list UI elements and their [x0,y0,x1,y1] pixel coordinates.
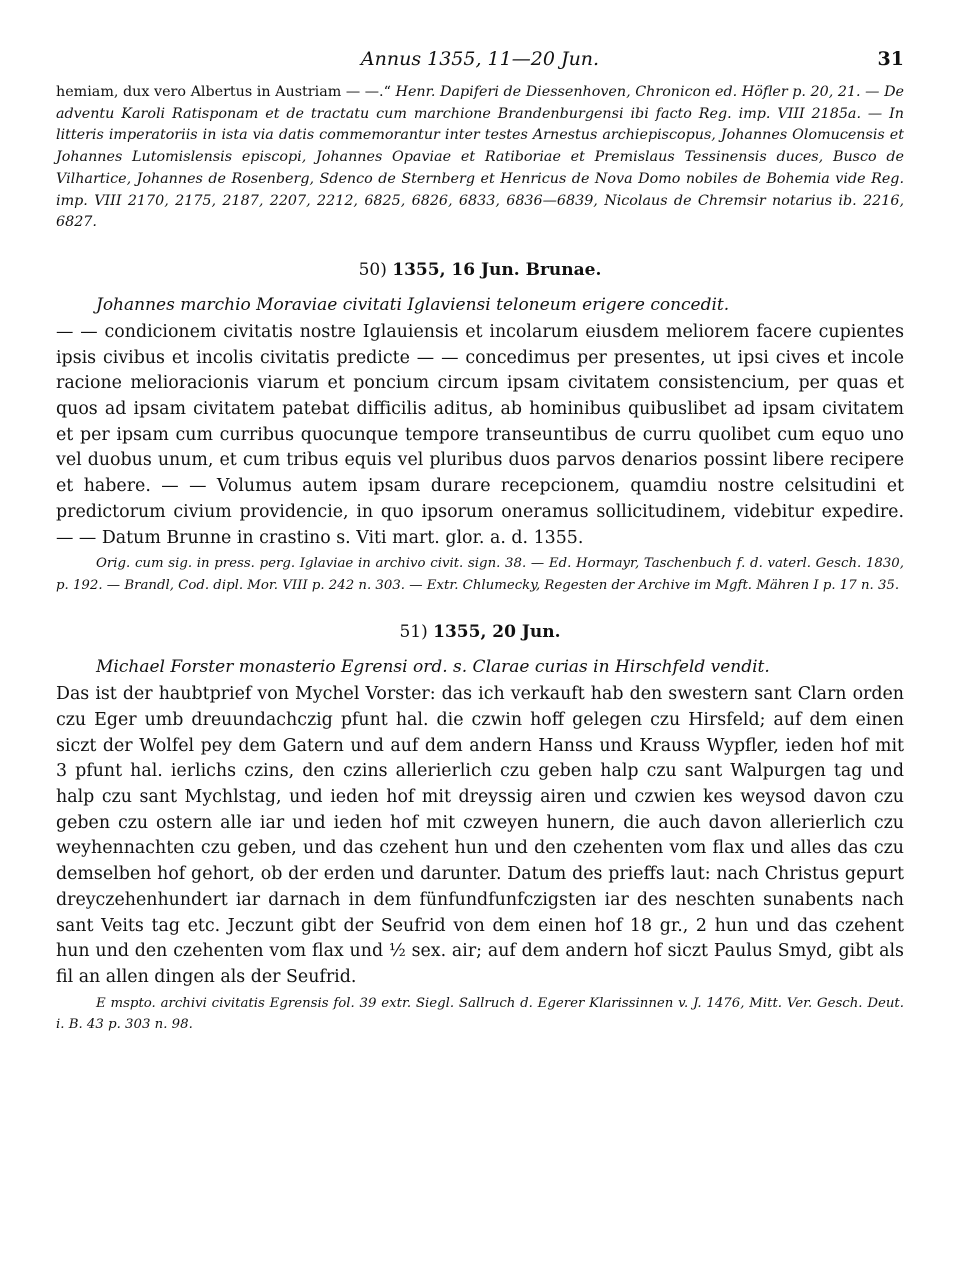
continuation-italic-text: Henr. Dapiferi de Diessenhoven, Chronicon ed. Höfler p. 20, 21. — De adventu Karoli Ratisponam et de tractatu cum marchione Brandenburgensi ibi facto Reg. imp. VIII 2185a. — In litteris imperatoriis in ista via datis commemorantur inter testes Arnestus archiepiscopus, Johannes Olomucensis et Johannes Lutomislensis episcopi, Johannes Opaviae et Ratiboriae et Premislaus Tessinensis duces, Busco de Vilhartice, Johannes de Rosenberg, Sdenco de Sternberg et Henricus de Nova Domo nobiles de Bohemia vide Reg. imp. VIII 2170, 2175, 2187, 2207, 2212, 6825, 6826, 6833, 6836—6839, Nicolaus de Chremsir notarius ib. 2216, 6827. [56,84,904,231]
continuation-note [56,82,904,234]
entry-source: Orig. cum sig. in press. perg. Iglaviae in archivo civit. sign. 38. — Ed. Hormayr, Taschenbuch f. d. vaterl. Gesch. 1830, p. 192. — Brandl, Cod. dipl. Mor. VIII p. 242 n. 303. — Extr. Chlumecky, Regesten der Archive im Mgft. Mähren I p. 17 n. 35. [56,556,904,593]
entry-number: 51) [399,622,428,643]
entry-text: — — condicionem civitatis nostre Iglauiensis et incolarum eiusdem meliorem facere cupientes ipsis civibus et incolis civitatis predicte — — concedimus per presentes, ut ipsi cives et incole racione melioracionis viarum et poncium circum ipsam civitatem consistencium, per quas et quos ad ipsam civitatem patebat difficilis aditus, ab hominibus quibuslibet ad ipsam civitatem et per ipsam cum curribus quocunque tempore transeuntibus de curru quolibet cum equo uno vel duobus unum, et cum tribus equis vel pluribus duos parvos denarios possint libere recipere et habere. — — Volumus autem ipsam durare recepcionem, quamdiu nostre celsitudini et predictorum civium providencie, in quo ipsorum oneramus sollicitudinem, videbitur expedire. — — Datum Brunne in crastino s. Viti mart. glor. a. d. 1355. [56,321,904,548]
entry-date: 1355, 16 Jun. Brunae. [392,259,602,280]
document-page [56,48,904,1036]
entry-summary: Johannes marchio Moraviae civitati Iglaviensi teloneum erigere concedit. [96,294,730,315]
entry-heading [56,622,904,642]
page-header [56,48,904,74]
running-title: Annus 1355, 11—20 Jun. [360,48,600,70]
entry-heading [56,260,904,280]
continuation-upright-text: hemiam, dux vero Albertus in Austriam — —.“ [56,84,396,100]
entry-text: Das ist der haubtprief von Mychel Vorster: das ich verkauft hab den swestern sant Clarn orden czu Eger umb dreuundachczig pfunt hal. die czwin hoff gelegen czu Hirsfeld; auf dem einen siczt der Wolfel pey dem Gatern und auf dem andern Hanss und Krauss Wypfler, ieden hof mit 3 pfunt hal. ierlichs czins, den czins allerierlich czu geben halp czu sant Walpurgen tag und halp czu sant Mychlstag, und ieden hof mit dreyssig airen und czwien kes weysod davon czu geben czu ostern alle iar und ieden hof mit czweyen hunern, die auch davon allerierlich czu weyhennachten czu geben, und das czehent hun und den czehenten vom flax und alles das czu demselben hof gehort, ob der erden und darunter. Datum des prieffs laut: nach Christus gepurt dreyczehenhundert iar darnach in dem fünfundfunfczigsten iar des neschten sunabents nach sant Veits tag etc. Jeczunt gibt der Seufrid von dem einen hof 18 gr., 2 hun und das czehent hun und den czehenten vom flax und ½ sex. air; auf dem andern hof siczt Paulus Smyd, gibt als fil an allen dingen als der Seufrid. [56,684,904,987]
entry-date: 1355, 20 Jun. [433,622,561,643]
entry-source: E mspto. archivi civitatis Egrensis fol. 39 extr. Siegl. Sallruch d. Egerer Klarissinnen v. J. 1476, Mitt. Ver. Gesch. Deut. i. B. 43 p. 303 n. 98. [56,995,904,1033]
entry-number: 50) [358,259,387,280]
entry-summary: Michael Forster monasterio Egrensi ord. s. Clarae curias in Hirschfeld vendit. [96,657,770,678]
page-number: 31 [877,48,904,70]
